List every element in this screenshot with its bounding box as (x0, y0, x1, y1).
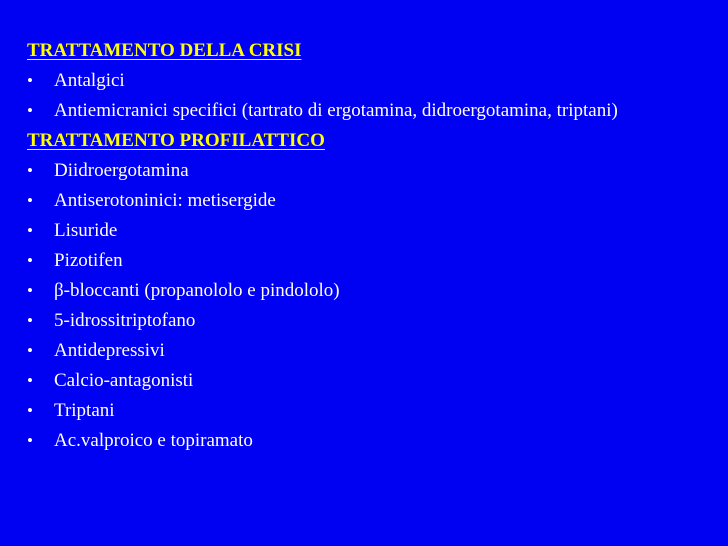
list-item-text: β-bloccanti (propanololo e pindololo) (54, 280, 340, 301)
section-heading-crisi: TRATTAMENTO DELLA CRISI (27, 40, 302, 61)
bullet-icon: • (27, 311, 33, 330)
bullet-icon: • (27, 341, 33, 360)
list-item (27, 426, 687, 456)
bullet-icon: • (27, 251, 33, 270)
list-item (27, 156, 687, 186)
section-heading-profilattico: TRATTAMENTO PROFILATTICO (27, 130, 325, 151)
bullet-icon: • (27, 221, 33, 240)
bullet-icon: • (27, 161, 33, 180)
bullet-icon: • (27, 431, 33, 450)
list-item-text: Ac.valproico e topiramato (54, 430, 253, 451)
list-item (27, 306, 687, 336)
list-item (27, 366, 687, 396)
list-item-text: Lisuride (54, 220, 118, 241)
list-item-text: Calcio-antagonisti (54, 370, 194, 391)
list-item (27, 336, 687, 366)
list-item (27, 396, 687, 426)
list-item (27, 66, 687, 96)
list-item (27, 216, 687, 246)
bullet-icon: • (27, 371, 33, 390)
bullet-icon: • (27, 281, 33, 300)
list-item-text: Antalgici (54, 70, 125, 91)
bullet-icon: • (27, 401, 33, 420)
list-item-text: Antiemicranici specifici (tartrato di ergotamina, didroergotamina, triptani) (54, 100, 618, 121)
bullet-icon: • (27, 101, 33, 120)
list-item (27, 96, 687, 126)
list-item (27, 276, 687, 306)
list-item-text: Triptani (54, 400, 115, 421)
slide-content (27, 36, 687, 456)
list-item-text: Antidepressivi (54, 340, 165, 361)
list-item (27, 246, 687, 276)
list-item-text: Pizotifen (54, 250, 123, 271)
list-item-text: Antiserotoninici: metisergide (54, 190, 276, 211)
list-item-text: 5-idrossitriptofano (54, 310, 196, 331)
bullet-icon: • (27, 71, 33, 90)
list-item-text: Diidroergotamina (54, 160, 189, 181)
bullet-icon: • (27, 191, 33, 210)
list-item (27, 186, 687, 216)
